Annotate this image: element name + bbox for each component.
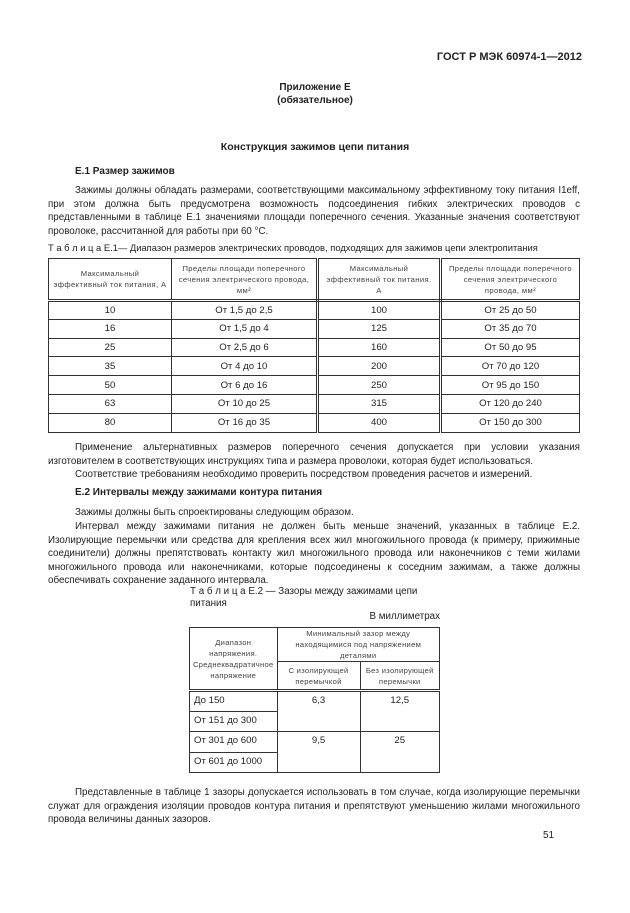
table2-header-with: С изолирующей перемычкой <box>277 662 360 691</box>
annex-title: Приложение Е <box>279 82 351 93</box>
table1-cell: 80 <box>49 413 172 432</box>
table-e1 <box>48 258 580 433</box>
table2-header-range: Диапазон напряжения. Среднеквадратичное напряжение <box>190 628 278 691</box>
section-e1-paragraph: Зажимы должны обладать размерами, соответствующими максимальному эффективному току питания I1eff, при этом должна быть предусмотрена возможность подсоединения гибких электрических проводов с представленными в таблице Е.1 значениями площади поперечного сечения. Указанные значения соответствуют проволоке, рассчитанной для работы при 60 °C. <box>48 185 580 237</box>
table1-cell: 250 <box>318 376 441 395</box>
table1-cell: От 16 до 35 <box>172 413 318 432</box>
table1-cell: 35 <box>49 357 172 376</box>
table2-range: От 301 до 600 <box>190 732 278 753</box>
table1-row <box>49 338 580 357</box>
table1-cell: От 1,5 до 2,5 <box>172 301 318 320</box>
table2-with-value: 6,3 <box>277 691 360 732</box>
table1-header: Максимальный эффективный ток питания. А <box>318 259 441 301</box>
table1-cell: 125 <box>318 319 441 338</box>
table1-row <box>49 357 580 376</box>
paragraph-final: Представленные в таблице 1 зазоры допускается использовать в том случае, когда изолирующие перемычки служат для ограждения изоляции проводов контура питания и препятствуют уменьшению жилами многожильного провода величины данных зазоров. <box>48 787 580 826</box>
table1-cell: 100 <box>318 301 441 320</box>
paragraph-verification: Соответствие требованиям необходимо проверить посредством проведения расчетов и измерений. <box>75 469 533 480</box>
table2-header-min-gap: Минимальный зазор между находящимися под напряжением деталями <box>277 628 439 662</box>
table1-cell: От 120 до 240 <box>441 394 580 413</box>
table1-cell: 315 <box>318 394 441 413</box>
table1-cell: От 50 до 95 <box>441 338 580 357</box>
table1-cell: 63 <box>49 394 172 413</box>
section-e2-paragraph2: Интервал между зажимами питания не должен быть меньше значений, указанных в таблице Е.2. Изолирующие перемычки или средства для крепления всех жил многожильного провода (к примеру, прижимные соединители) должны препятствовать контакту жил многожильного провода или наконечников с теми жилами многожильного провода или наконечниками, которые подсоединены к соседним зажимам, а также должны обеспечивать сохранение заданного интервала. <box>48 521 580 587</box>
main-title: Конструкция зажимов цепи питания <box>220 141 410 153</box>
table1-header: Пределы площади поперечного сечения электрического провода, мм² <box>441 259 580 301</box>
section-e2-paragraph1: Зажимы должны быть спроектированы следующим образом. <box>75 507 354 518</box>
annex-type: (обязательное) <box>277 95 353 106</box>
table-e2 <box>189 627 440 773</box>
table1-cell: 160 <box>318 338 441 357</box>
table1-header: Максимальный эффективный ток питания, А <box>49 259 172 301</box>
table1-cell: 10 <box>49 301 172 320</box>
table1-cell: 400 <box>318 413 441 432</box>
section-e1-heading: Е.1 Размер зажимов <box>75 166 175 177</box>
table1-row <box>49 413 580 432</box>
table1-cell: 16 <box>49 319 172 338</box>
table1-cell: От 150 до 300 <box>441 413 580 432</box>
table2-without-value: 25 <box>360 732 439 773</box>
table1-cell: От 95 до 150 <box>441 376 580 395</box>
table1-cell: От 6 до 16 <box>172 376 318 395</box>
table2-range: От 601 до 1000 <box>190 752 278 773</box>
table1-cell: От 25 до 50 <box>441 301 580 320</box>
table2-range: От 151 до 300 <box>190 711 278 732</box>
table2-range: До 150 <box>190 691 278 712</box>
table1-cell: От 10 до 25 <box>172 394 318 413</box>
table1-cell: 200 <box>318 357 441 376</box>
table1-caption: Т а б л и ц а Е.1— Диапазон размеров электрических проводов, подходящих для зажимов цепи электропитания <box>48 242 538 253</box>
document-header: ГОСТ Р МЭК 60974-1—2012 <box>436 51 582 63</box>
table2-with-value: 9,5 <box>277 732 360 773</box>
table1-header: Пределы площади поперечного сечения электрического провода, мм² <box>172 259 318 301</box>
table2-caption: Т а б л и ц а Е.2 — Зазоры между зажимами цепи питания <box>190 586 418 609</box>
table1-cell: 50 <box>49 376 172 395</box>
table2-header-without: Без изолирующей перемычки <box>360 662 439 691</box>
table2-units: В миллиметрах <box>369 611 440 622</box>
page-number: 51 <box>543 830 555 841</box>
table2-without-value: 12,5 <box>360 691 439 732</box>
section-e2-heading: Е.2 Интервалы между зажимами контура питания <box>75 487 323 498</box>
table1-cell: 25 <box>49 338 172 357</box>
paragraph-alternative-sizes: Применение альтернативных размеров поперечного сечения допускается при условии указания изготовителем в соответствующих инструкциях типа и размера проволоки, которая будет использоваться. <box>48 442 580 467</box>
table1-cell: От 4 до 10 <box>172 357 318 376</box>
table1-row <box>49 394 580 413</box>
table1-row <box>49 376 580 395</box>
table1-row <box>49 319 580 338</box>
table1-cell: От 70 до 120 <box>441 357 580 376</box>
table1-cell: От 2,5 до 6 <box>172 338 318 357</box>
table1-cell: От 35 до 70 <box>441 319 580 338</box>
table1-cell: От 1,5 до 4 <box>172 319 318 338</box>
table1-row <box>49 301 580 320</box>
